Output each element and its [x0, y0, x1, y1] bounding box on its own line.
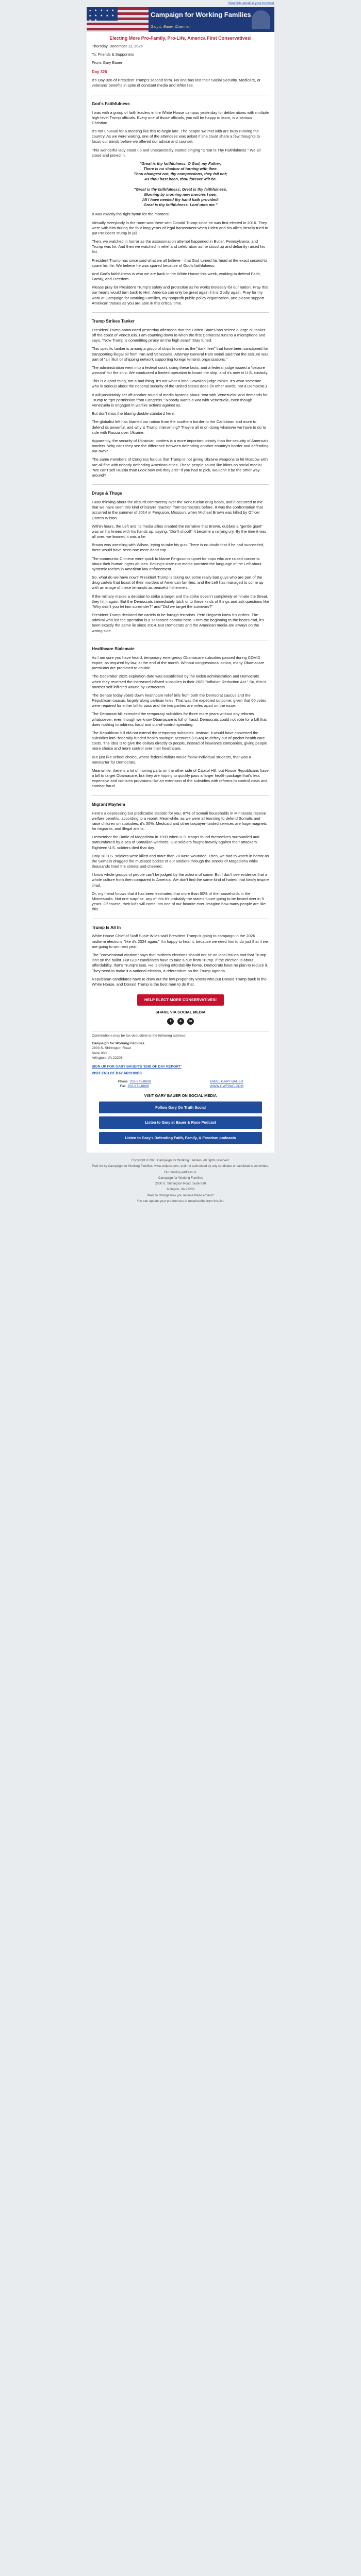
section-heading: Trump Is All In — [92, 925, 121, 930]
paid-for: Paid for by Campaign for Working Families, www.cwfpac.com, and not authorized by any candidate or candidate's committee. — [92, 1164, 269, 1168]
hymn-line: Thou changest not, thy compassions, they fail not; — [134, 172, 227, 177]
paragraph: It's Day 326 of President Trump's second term. No one has lost their Social Security, Medicare, or veterans' benefits in spite of constant media and leftist lies. — [92, 78, 261, 88]
address-street: 2800 S. Shirlington Road — [92, 1046, 131, 1050]
paragraph: This is a good thing, not a bad thing. It's not what a lone Hawaiian judge thinks. It's what someone who is serious about the national security of the United States does (in other words, not a Democrat.) — [92, 379, 267, 389]
section-heading: Healthcare Stalemate — [92, 646, 135, 651]
top-bar — [0, 0, 361, 7]
hymn-line: "Great is thy faithfulness, O God, my Father; — [139, 161, 222, 166]
banner-title: Campaign for Working Families — [151, 11, 251, 19]
paragraph: The December 2025 expiration date was established by the Biden administration and Democrats when they reversed the increased inflated subsidies in their 2022 "Inflation Reduction Act." So, this is another self-inflicted wound by Democrats. — [92, 674, 267, 689]
truth-social-button[interactable]: Follow Gary On Truth Social — [99, 1101, 262, 1114]
view-in-browser-link[interactable]: View this email in your browser — [228, 2, 274, 5]
section-divider — [92, 795, 269, 796]
legal-org: Campaign for Working Families — [158, 1176, 203, 1180]
flag-stars-icon: ★ ★ ★ ★ ★ ★ ★ ★ ★ ★ ★ ★ — [87, 7, 118, 21]
email-body — [87, 7, 274, 1153]
paragraph: So, what do we have now? President Trump is taking out some really bad guys who are part of the drug cartels that boast of their murders of American families, and the Left has managed to come up with an image of these terrorists as peaceful fishermen. — [92, 575, 264, 590]
paragraph: President Trump has since said what we all believe—that God turned his head at the exact second to spare his life. We believe he was spared because of God's faithfulness. — [92, 258, 267, 268]
email-link[interactable]: EMAIL GARY BAUER — [210, 1079, 243, 1083]
fax-link[interactable]: 703-671-8899 — [127, 1084, 149, 1088]
archives-link[interactable]: VISIT END OF DAY ARCHIVES — [92, 1071, 142, 1075]
cta-wrap — [92, 994, 269, 1006]
header-banner — [87, 7, 274, 32]
hymn-line: All I have needed thy hand hath provided; — [142, 197, 219, 202]
paragraph: The same members of Congress furious that Trump is not giving Ukraine weapons to hit Moscow with are all fine with nobody defending American cities. These people sound like idiots on social media! "We can't sell Russia that! Look how evil they are!" If you had to pick, wouldn't it be the other way around? — [92, 457, 268, 478]
paragraph: It will predictably set off another round of media hysteria about "war with Venezuela" and demands for Trump to "get permission from Congress." Nobody wants a war with Venezuela, even though Venezuela is engaged in warlike actions against us. — [92, 392, 268, 408]
paragraph: Here's a depressing but predictable statistic for you: 87% of Somali households in Minnesota receive welfare benefits, according to a report. Meanwhile, as we were all learning to defend Somalis and raise children on subsidies, it's 30%. Medicaid and other taxpayer-funded services are huge magnets for migrants, and illegal aliens. — [92, 810, 267, 832]
paragraph: White House Chief of Staff Susie Wiles said President Trump is going to campaign in the 2026 midterm elections "like it's 2024 again." I'm happy to hear it, because we need him to do just that if we are going to win next year. — [92, 934, 268, 949]
paragraph: Within hours, the Left and its media allies created the narrative that Brown, dubbed a "gentle giant" was on his knees with his hands up, saying, "Don't shoot!" It became a rallying cry. By the time it was all over, we learned it was a lie. — [92, 523, 267, 539]
follow-heading: VISIT GARY BAUER ON SOCIAL MEDIA — [144, 1093, 217, 1098]
paragraph: President Trump declared the cartels to be foreign terrorists. Pete Hegseth knew his orders. The admiral who led the operation is a seasoned combat hero. From the beginning to the boat's end, it's been exactly the same lie since 2014. But Democrats and the American media are always on the wrong side. — [92, 613, 264, 633]
capitol-dome-icon — [252, 10, 270, 29]
address-org: Campaign for Working Families — [92, 1042, 144, 1046]
banner-subtitle: Gary L. Bauer, Chairman — [151, 25, 191, 29]
contact-grid — [92, 1080, 269, 1089]
footer-links — [92, 1064, 269, 1076]
prefs-question: Want to change how you receive these emails? — [147, 1193, 214, 1197]
website-link[interactable]: WWW.CWFPAC.COM — [209, 1084, 244, 1088]
fax-label: Fax: — [120, 1084, 127, 1088]
paragraph: I was with a group of faith leaders in the White House campus yesterday for deliberations with multiple high-level Trump officials. Every one of those officials, you will be happy to learn, is a serious Christian. — [92, 110, 269, 125]
phone-label: Phone: — [118, 1079, 129, 1083]
day-count: Day 326 — [92, 69, 107, 74]
paragraph: I was thinking about the absurd controversy over the Venezuelan drug boats, and it occurred to me that we have seen this kind of bizarre reaction from Democrats before. It was the confrontation that occurred in the summer of 2014 in Ferguson, Missouri, when Michael Brown was killed by Officer Darren Wilson. — [92, 500, 263, 520]
paragraph: I remember the Battle of Mogadishu in 1993 when U.S. troops found themselves surrounded and outnumbered by a sea of Somalian warlords. Our soldiers fought bravely against their attackers. Eighteen U.S. soldiers died that day. — [92, 835, 260, 850]
legal-street: 2800 S. Shirlington Road, Suite 930 — [155, 1182, 206, 1186]
paragraph: The Republican bill did not extend the temporary subsidies. Instead, it would have converted the subsidies into "federally-funded health savings" accounts (HSAs) to defray out-of-pocket health care costs. The idea is to give the dollars directly to people, instead of insurance companies, giving people more choice and more control over their healthcare. — [92, 730, 268, 751]
paragraph: It's not unusual for a meeting like this to begin late. The people we met with are busy running the country. As we were waiting, one of the attendees was asked if she could share a few thoughts to focus our minds before we offered our advice and counsel. — [92, 129, 260, 144]
linkedin-icon[interactable]: in — [187, 1018, 194, 1025]
paragraph: Then, we watched in horror as the assassination attempt happened in Butler, Pennsylvania, and Trump was hit. And then we watched in relief and celebration as he stood up and defiantly raised his fist. — [92, 239, 266, 255]
unsubscribe-link[interactable]: You can update your preferences or unsubscribe from this list. — [137, 1199, 224, 1203]
defending-podcast-button[interactable]: Listen to Gary's Defending Faith, Family, & Freedom podcasts — [99, 1132, 262, 1144]
article-sections — [92, 78, 269, 987]
paragraph: Brown was wrestling with Wilson, trying to take his gun. There is no doubt that if he had succeeded, there would have been one more dead cop. — [92, 543, 265, 553]
paragraph: Or, my friend knows that it has been estimated that more than 60% of the households in the Minneapolis. Not one surprise, any of this it's probably the state's future going to be hosed over in 3 years. Of course, their kids will come into one of our favorite ever. Imagine how many people are like this. — [92, 891, 266, 912]
section-heading: God's Faithfulness — [92, 101, 130, 106]
legal-footer — [0, 1153, 361, 1214]
hymn-line: Great is thy faithfulness, Lord unto me." — [143, 202, 218, 208]
paragraph: The "conventional wisdom" says that midterm elections should not be on local issues and that Trump isn't on the ballot. But GOP candidates have to take a cue from Trump. If the election is about affordability, that's Trump's lane. He is driving affordability home. Democrats have no plan to reduce it. They need to make it a national election, a referendum on the Trump agenda. — [92, 953, 268, 973]
paragraph: The Democrat bill extended the temporary subsidies for three more years without any reforms whatsoever, even though we know Obamacare is full of fraud. Democrats could not vote for a bill that does nothing to address fraud and out-of-control spending. — [92, 711, 267, 727]
paragraph: The Senate today voted down healthcare relief bills from both the Democrat caucus and the Republican caucus, largely along partisan lines. That was the expected outcome, given that 60 votes were required for either bill to pass and the two parties are miles apart on the issue. — [92, 692, 266, 708]
phone-link[interactable]: 703-671-8800 — [129, 1079, 151, 1083]
bauer-rose-podcast-button[interactable]: Listen to Gary at Bauer & Rose Podcast — [99, 1116, 262, 1129]
donate-button[interactable]: HELP ELECT MORE CONSERVATIVES! — [137, 994, 224, 1006]
paragraph: I know whole groups of people can't be judged by the actions of some. But I don't see evidence that a whole culture from then compared to America. We don't find the same kind of hatred that kindly inspire jihad. — [92, 872, 269, 888]
paragraph: Virtually everybody in the room was there with Donald Trump since he was first elected in 2016. They were with him during the four long years of legal harassment when Biden and his allies literally tried to put President Trump in jail. — [92, 220, 268, 235]
mailing-address — [92, 1041, 269, 1060]
paragraph: Apparently, the security of Ukrainian borders is a more important priority than the security of America's borders. Why can't they see the difference between defending another country's border and defending our own? — [92, 438, 269, 454]
section-heading: Trump Strikes Tanker — [92, 318, 135, 324]
memo-to: To: Friends & Supporters — [92, 52, 134, 57]
paragraph: Please pray for President Trump's safety and protection as he works tirelessly for our nation. Pray that our hearts would turn back to Him. America can only be great again if it is Godly again. Pray for my work at Campaign for Working Families, my nonprofit public policy organization, and please support American Values as you are able in this critical time. — [92, 285, 269, 306]
share-heading: SHARE VIA SOCIAL MEDIA — [155, 1010, 206, 1015]
hymn-line: As thou hast been, thou forever wilt be. — [144, 177, 217, 182]
section-heading: Migrant Mayhem — [92, 802, 125, 807]
memo-from: From: Gary Bauer — [92, 60, 123, 65]
paragraph: If the military makes a decision to strike a target and the strike doesn't completely eliminate the threat, they hit it again. But the Democrats immediately latch onto these kinds of things and ask questions like "Why didn't you let him surrender?" and "Did we target the survivors?" — [92, 594, 270, 609]
disclaimer: Contributions may be tax deductible to the following address: — [92, 1034, 187, 1038]
signup-link[interactable]: SIGN UP FOR GARY BAUER'S 'END OF DAY REPORT' — [92, 1064, 182, 1069]
paragraph: The globalist left has blamed our nation from the southern border to the Caribbean and more to defend its powerful, and why is Trump intervening? They're all in on doing whatever we have to do to side with Russia over Ukraine. — [92, 419, 266, 435]
mailing-label: Our mailing address is: — [164, 1170, 197, 1174]
hymn-line: "Great is thy faithfulness, Great is thy faithfulness, — [134, 187, 227, 192]
address-city: Arlington, VA 22206 — [92, 1056, 123, 1060]
paragraph: Meanwhile, there is a lot of moving parts on the other side of Capitol Hill, but House Republicans have a bill to target Obamacare, but they are hoping to quickly pass a larger health package that's less expensive and contains provisions like an extension of the subsidies with reforms to control costs and combat fraud. — [92, 768, 269, 789]
social-icons — [92, 1018, 269, 1025]
hymn-line: Morning by morning new mercies I see; — [144, 192, 217, 197]
paragraph: This wonderful lady stood up and unexpectedly started singing "Great Is Thy Faithfulness." We all stood and joined in. — [92, 147, 261, 158]
paragraph: As I am sure you have heard, temporary emergency Obamacare subsidies passed during COVID expire, as required by law, at the end of the month. Without congressional action, many Obamacare premiums are predicted to double. — [92, 655, 265, 671]
paragraph: But don't miss the blaring double standard here. — [92, 411, 175, 416]
paragraph: The administration went into a federal court, using these facts, and a federal judge issued a "seizure warrant" for the ship. We conducted a limited operation to board the ship, and it's now in U.S. custody. — [92, 365, 268, 376]
paragraph: President Trump announced yesterday afternoon that the United States has seized a large oil tanker off the coast of Venezuela. I am counting down to when the first Democrat runs to a microphone and says, "Now Trump is committing piracy on the high seas!" Stay tuned. — [92, 327, 266, 343]
hymn-spacer — [92, 182, 269, 187]
section-divider — [92, 484, 269, 485]
paragraph: The communist Chinese were quick to blame Ferguson's upset for cops who are raised concerns about their human rights abuses. Beijing's state-run media parroted the language of the Left about systemic racism in American law enforcement. — [92, 556, 262, 571]
paragraph: Republican candidates have to draw out the low-propensity voters who put Donald Trump back in the White House, and Donald Trump is the best man to do that. — [92, 976, 267, 987]
section-divider — [92, 312, 269, 313]
memo-date: Thursday, December 11, 2025 — [92, 44, 143, 49]
contact-phone-col — [92, 1080, 177, 1089]
hymn-line: There is no shadow of turning with thee. — [143, 166, 218, 171]
paragraph: Only 18 U.S. soldiers were killed and more than 70 were wounded. Then, we had to watch in horror as the Somalis dragged the mutilated bodies of our soldiers through the streets of Mogadishu while thousands lined the streets and cheered. — [92, 853, 269, 869]
contact-web-col — [184, 1080, 269, 1089]
copyright: Copyright © 2025 Campaign for Working Families, All rights reserved. — [131, 1158, 230, 1162]
hymn-lyrics — [92, 161, 269, 208]
section-heading: Drugs & Thugs — [92, 491, 122, 496]
paragraph: And God's faithfulness is who we are back in the White House this week, working to defend Faith, Family, and Freedom. — [92, 271, 261, 282]
legal-city: Arlington, VA 22206 — [166, 1188, 195, 1192]
address-suite: Suite 930 — [92, 1051, 107, 1055]
content — [87, 43, 274, 1153]
tagline: Electing More Pro-Family, Pro-Life, America First Conservatives! — [109, 36, 252, 41]
facebook-icon[interactable]: f — [167, 1018, 174, 1025]
paragraph: But just like school choice, where federal dollars would follow individual students, that was a nonstarter for Democrats. — [92, 754, 251, 765]
memo-header — [92, 44, 269, 65]
paragraph: This specific tanker is among a group of ships known as the "dark fleet" that have been sanctioned for transporting illegal oil from Iran and Venezuela. Attorney General Pam Bondi said that the seizure was part of "an illicit oil shipping network supporting foreign terrorist organizations." — [92, 346, 269, 362]
x-icon[interactable]: X — [177, 1018, 184, 1025]
paragraph: It was exactly the right hymn for the moment. — [92, 212, 170, 217]
